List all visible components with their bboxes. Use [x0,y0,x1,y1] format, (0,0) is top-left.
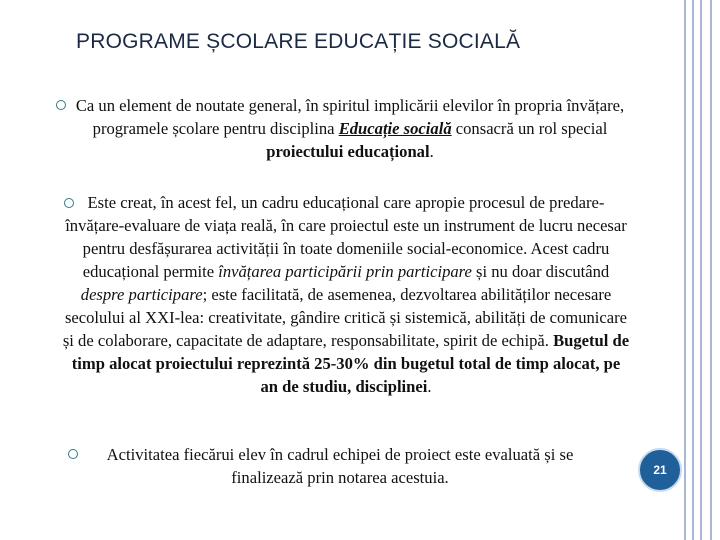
paragraph-framework [62,191,630,398]
p2-emphasis: despre participare [80,285,203,304]
p1-text: Ca un element de noutate general, în spiritul implicării elevilor în propria învățare, programele școlare pentru disciplina [75,96,625,138]
p3-text: Activitatea fiecărui elev în cadrul echipei de proiect este evaluată și se finalizează prin notarea acestuia. [106,445,574,487]
p1-discipline: Educație socială [338,119,452,138]
bullet-circle-icon [68,449,78,459]
page-number-badge: 21 [638,448,682,492]
p2-time-budget: Bugetul de timp alocat proiectului reprezintă 25-30% din bugetul total de timp alocat, pe an de studiu, disciplinei [71,331,630,396]
p1-text: consacră un rol special [451,119,608,138]
p2-text: Este creat, în acest fel, un cadru educațional care apropie procesul de predare-învățare-evaluare de viața reală, în care proiectul este un instrument de lucru necesar pentru desfășurarea activității în toate domeniile social-economice. Acest cadru educațional permite [65,193,627,281]
decorative-rails [680,0,720,540]
paragraph-intro [70,94,630,163]
rail-line [684,0,686,540]
rail-line [710,0,712,540]
p1-project: proiectului educațional [266,142,430,161]
bullet-circle-icon [56,100,66,110]
rail-line [700,0,702,540]
p2-text: și nu doar discutând [471,262,610,281]
slide-title: PROGRAME ȘCOLARE EDUCAȚIE SOCIALĂ [76,30,521,53]
paragraph-evaluation [80,443,600,489]
rail-line [692,0,694,540]
p1-text: . [429,142,434,161]
p2-emphasis: învățarea participării prin participare [218,262,472,281]
p2-text: . [427,377,432,396]
p2-text: ; este facilitată, de asemenea, dezvoltarea abilităților necesare secolului al XXI-lea: creativitate, gândire critică și sistemică, abilități de comunicare și de colaborare, capacitate de adaptare, responsabilitate, spirit de echipă. [62,285,628,350]
